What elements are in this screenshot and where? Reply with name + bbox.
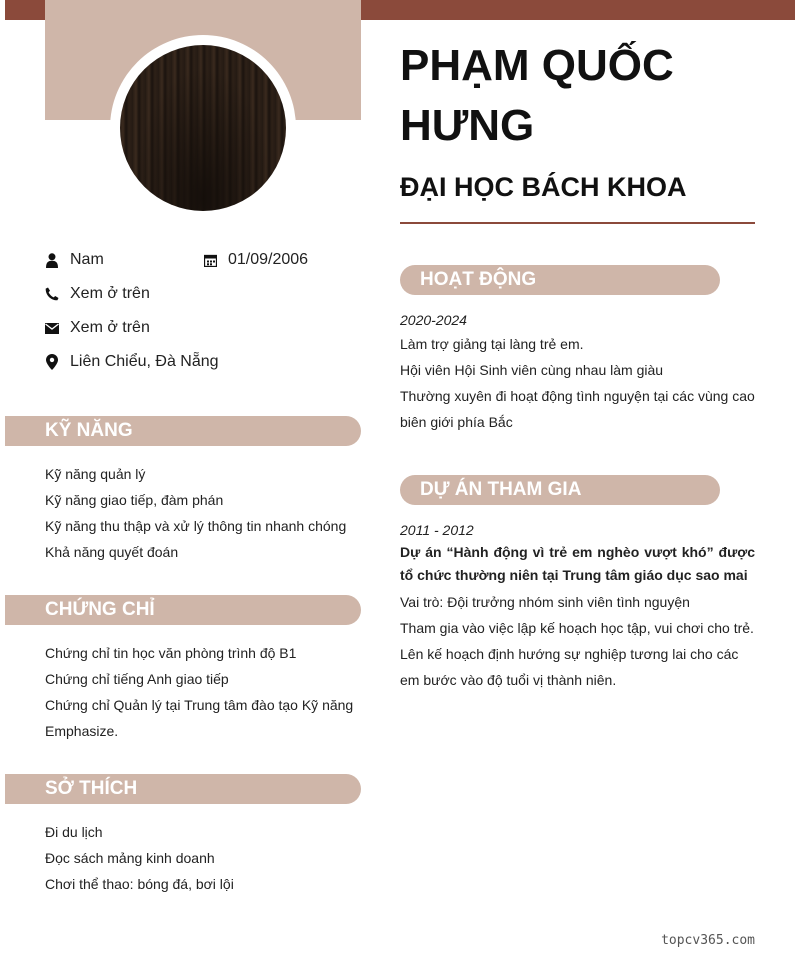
watermark: topcv365.com — [661, 933, 755, 948]
project-line: Tham gia vào việc lập kế hoạch học tập, vui chơi cho trẻ. — [400, 620, 754, 636]
skills-heading: KỸ NĂNG — [5, 416, 361, 446]
skills-list — [45, 461, 361, 565]
list-item: Chứng chỉ Quản lý tại Trung tâm đào tạo Kỹ năng Emphasize. — [45, 697, 354, 739]
candidate-name: PHẠM QUỐC HƯNG — [400, 41, 674, 150]
list-item: Chơi thể thao: bóng đá, bơi lội — [45, 876, 234, 892]
activity-line: Làm trợ giảng tại làng trẻ em. — [400, 336, 584, 352]
calendar-icon — [203, 252, 217, 268]
birthday-row — [203, 251, 308, 269]
project-name: Dự án “Hành động vì trẻ em nghèo vượt khó” được tổ chức thường niên tại Trung tâm giáo dục sao mai — [400, 544, 755, 583]
list-item: Đi du lịch — [45, 824, 103, 840]
list-item: Chứng chỉ tiếng Anh giao tiếp — [45, 671, 229, 687]
person-icon — [45, 252, 59, 268]
projects-block — [400, 519, 755, 693]
divider — [400, 222, 755, 224]
certificates-list — [45, 640, 361, 744]
list-item: Chứng chỉ tin học văn phòng trình độ B1 — [45, 645, 297, 661]
map-pin-icon — [45, 354, 59, 370]
activity-line: Thường xuyên đi hoạt động tình nguyện tại các vùng cao biên giới phía Bắc — [400, 388, 755, 430]
birthday-value: 01/09/2006 — [228, 251, 309, 268]
list-item: Kỹ năng quản lý — [45, 466, 146, 482]
phone-value: Xem ở trên — [70, 285, 150, 302]
gender-row — [45, 251, 104, 269]
address-row — [45, 353, 219, 371]
list-item: Kỹ năng thu thập và xử lý thông tin nhanh chóng — [45, 518, 347, 534]
gender-value: Nam — [70, 251, 104, 268]
activity-line: Hội viên Hội Sinh viên cùng nhau làm giàu — [400, 362, 664, 378]
phone-icon — [45, 286, 59, 302]
activities-heading: HOẠT ĐỘNG — [400, 265, 720, 295]
list-item: Kỹ năng giao tiếp, đàm phán — [45, 492, 224, 508]
activities-period: 2020-2024 — [400, 312, 467, 328]
email-row — [45, 319, 150, 337]
list-item: Đọc sách mảng kinh doanh — [45, 850, 215, 866]
projects-period: 2011 - 2012 — [400, 522, 474, 538]
envelope-icon — [45, 320, 59, 336]
avatar — [120, 45, 286, 211]
certificates-heading: CHỨNG CHỈ — [5, 595, 361, 625]
email-value: Xem ở trên — [70, 319, 150, 336]
address-value: Liên Chiểu, Đà Nẵng — [70, 353, 219, 370]
activities-block — [400, 309, 755, 435]
school-name: ĐẠI HỌC BÁCH KHOA — [400, 172, 687, 202]
project-line: Vai trò: Đội trưởng nhóm sinh viên tình nguyện — [400, 594, 690, 610]
project-line: Lên kế hoạch định hướng sự nghiệp tương lai cho các em bước vào độ tuổi vị thành niên. — [400, 646, 739, 688]
hobbies-heading: SỞ THÍCH — [5, 774, 361, 804]
hobbies-list — [45, 819, 361, 897]
list-item: Khả năng quyết đoán — [45, 544, 179, 560]
phone-row — [45, 285, 150, 303]
projects-heading: DỰ ÁN THAM GIA — [400, 475, 720, 505]
